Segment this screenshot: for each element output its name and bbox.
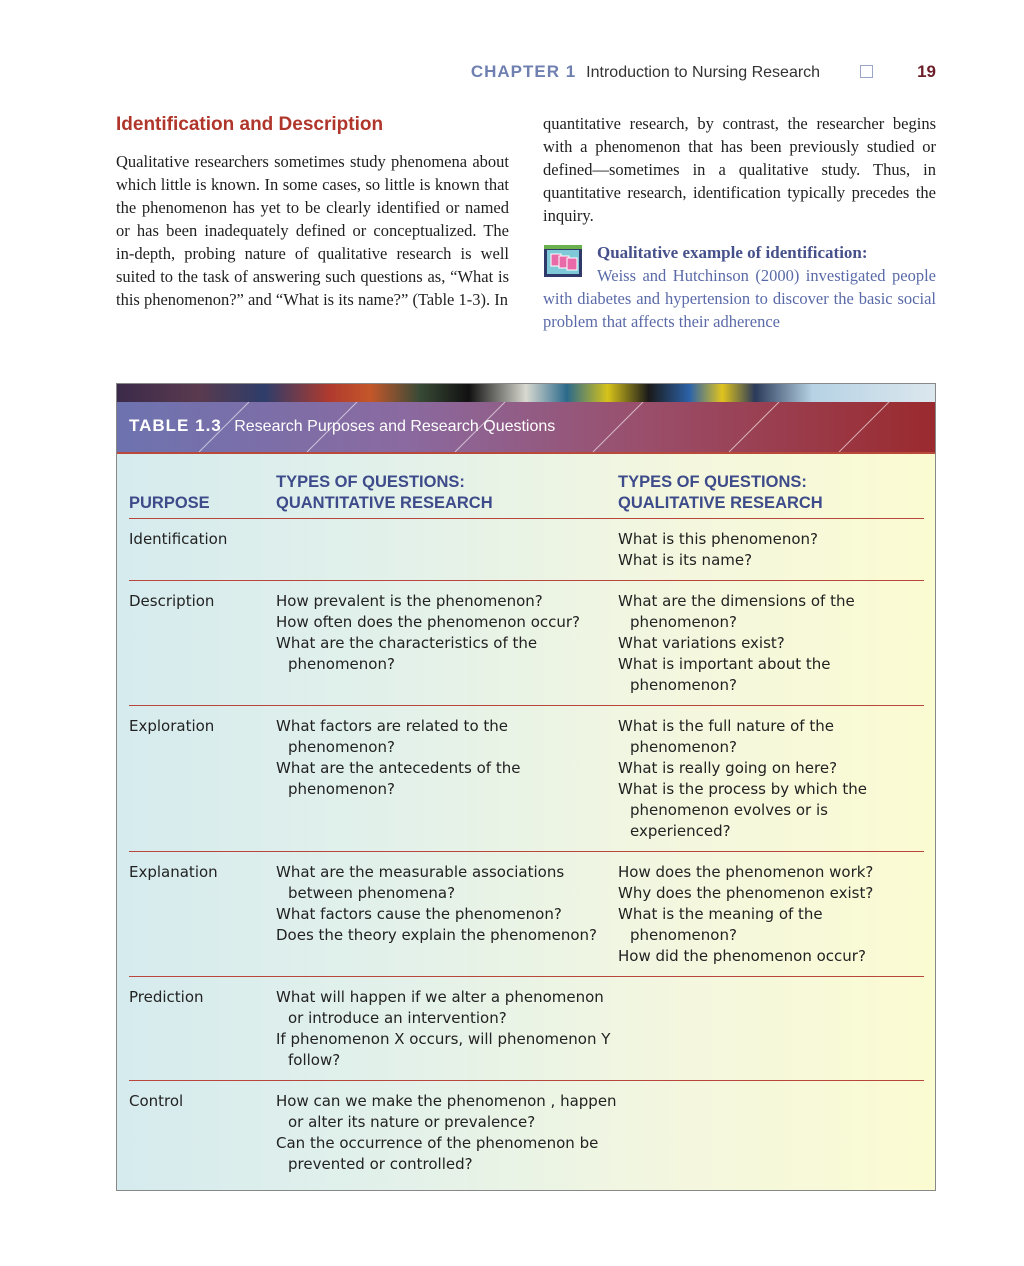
header-qualitative [618,472,924,518]
question-text: How can we make the phenomenon , happen or alter its nature or prevalence? [276,1092,617,1131]
research-example-icon [543,244,585,280]
question-text: What are the dimensions of the phenomenon? [618,592,855,631]
decorative-photo-strip [117,384,935,402]
question-text: What are the measurable associations between phenomena? [276,863,565,902]
table-number: TABLE 1.3 [129,416,222,435]
qualitative-questions-cell [618,987,924,1071]
qualitative-questions-cell [618,529,924,571]
table-title-band [117,402,935,452]
table-header-row [129,472,924,519]
page-number: 19 [917,62,936,81]
qualitative-questions-cell [618,716,924,842]
question-text: What are the antecedents of the phenomenon? [276,759,521,798]
question-text: Can the occurrence of the phenomenon be prevented or controlled? [276,1134,599,1173]
purpose-cell: Description [129,592,215,610]
table-row [129,581,924,706]
question-text: What factors cause the phenomenon? [276,905,562,923]
left-column [116,112,509,311]
example-text: Weiss and Hutchinson (2000) investigated people with diabetes and hypertension to discover the basic social problem that affects their adherence [543,266,936,331]
question-text: What are the characteristics of the phenomenon? [276,634,538,673]
header-qualitative-line1: TYPES OF QUESTIONS: [618,473,807,491]
question-text: How did the phenomenon occur? [618,947,866,965]
header-quantitative-line1: TYPES OF QUESTIONS: [276,473,465,491]
chapter-title: Introduction to Nursing Research [586,64,821,81]
purpose-cell: Exploration [129,717,215,735]
title-band-rule [117,452,935,454]
question-text: What is this phenomenon? [618,530,819,548]
table-row [129,1081,924,1184]
table-row [129,852,924,977]
question-text: What is the full nature of the phenomenon? [618,717,834,756]
body-paragraph-continued: quantitative research, by contrast, the researcher begins with a phenomenon that has been previously studied or defined—sometimes in a qualitative study. Thus, in quantitative research, identification typically precedes the inquiry. [543,114,936,225]
table-label [129,416,555,436]
table-caption: Research Purposes and Research Questions [234,418,556,435]
question-text: Why does the phenomenon exist? [618,884,874,902]
chapter-label: CHAPTER 1 [470,62,577,81]
body-paragraph: Qualitative researchers sometimes study phenomena about which little is known. In some cases, so little is known that the phenomenon has yet to be clearly identified or named or has been inadequately defined or conceptualized. The in-depth, probing nature of qualitative research is well suited to the task of answering such questions as, “What is this phenomenon?” and “What is its name?” (Table 1-3). In [116,152,509,309]
question-text: How does the phenomenon work? [618,863,874,881]
quantitative-questions-cell [276,862,618,967]
header-qualitative-line2: QUALITATIVE RESEARCH [618,494,823,512]
question-text: What is important about the phenomenon? [618,655,831,694]
section-heading: Identification and Description [116,114,384,135]
header-purpose: PURPOSE [129,494,210,512]
question-text: What is its name? [618,551,753,569]
question-text: What is the meaning of the phenomenon? [618,905,823,944]
running-head [471,62,936,82]
table-body [129,472,924,1184]
quantitative-questions-cell [276,987,618,1071]
table-row [129,706,924,852]
quantitative-questions-cell [276,529,618,571]
qualitative-questions-cell [618,1091,924,1175]
question-text: What is the process by which the phenomenon evolves or is experienced? [618,780,867,840]
qualitative-questions-cell [618,862,924,967]
separator-box-icon [860,65,873,78]
question-text: What factors are related to the phenomenon? [276,717,509,756]
qualitative-questions-cell [618,591,924,696]
example-box [543,241,936,333]
research-purposes-table [116,383,936,1191]
header-quantitative [276,472,618,518]
example-heading: Qualitative example of identification: [597,243,868,262]
question-text: How prevalent is the phenomenon? [276,592,543,610]
purpose-cell: Identification [129,530,228,548]
question-text: What will happen if we alter a phenomenon or introduce an intervention? [276,988,604,1027]
purpose-cell: Explanation [129,863,218,881]
header-quantitative-line2: QUANTITATIVE RESEARCH [276,494,493,512]
question-text: What is really going on here? [618,759,838,777]
quantitative-questions-cell [276,716,618,842]
question-text: What variations exist? [618,634,785,652]
table-row [129,519,924,581]
table-rows [129,519,924,1184]
purpose-cell: Prediction [129,988,204,1006]
table-row [129,977,924,1081]
purpose-cell: Control [129,1092,184,1110]
quantitative-questions-cell [276,1091,618,1175]
quantitative-questions-cell [276,591,618,696]
question-text: If phenomenon X occurs, will phenomenon Y follow? [276,1030,611,1069]
right-column [543,112,936,333]
question-text: Does the theory explain the phenomenon? [276,926,598,944]
question-text: How often does the phenomenon occur? [276,613,581,631]
